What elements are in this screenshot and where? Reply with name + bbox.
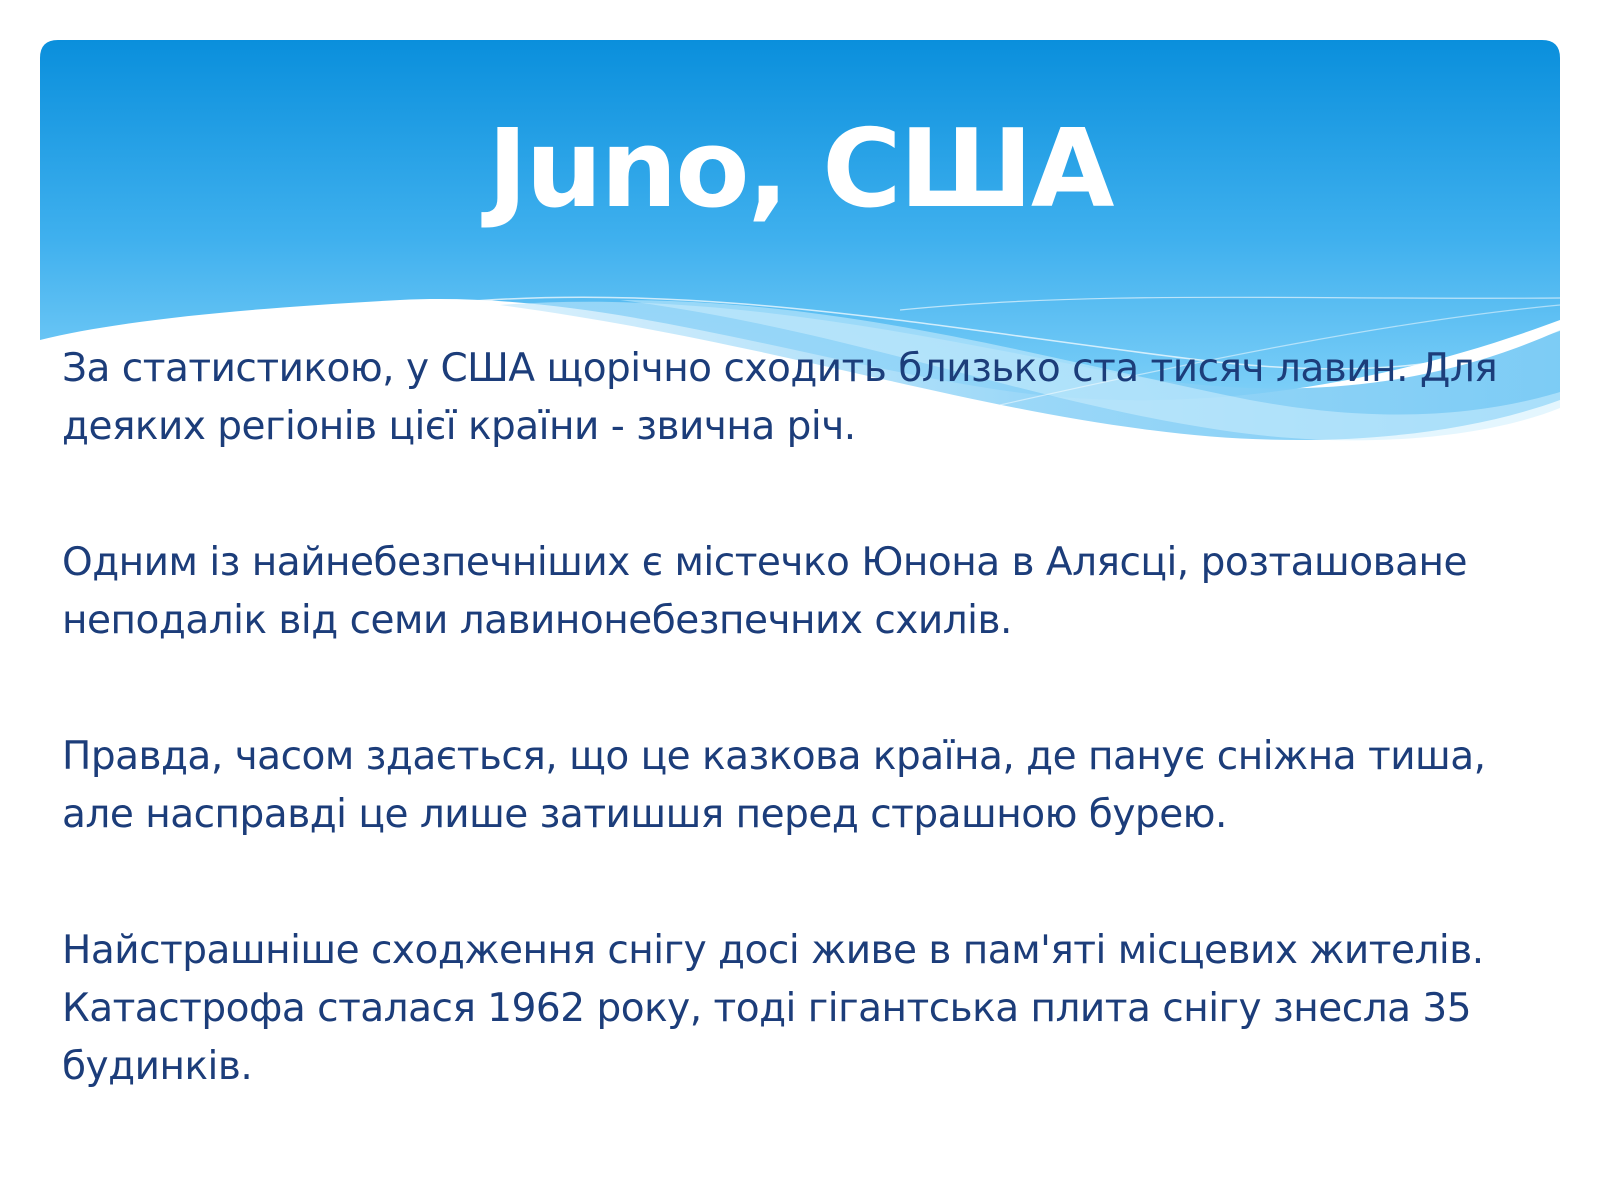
slide-body (62, 340, 1552, 1096)
slide-title: Juno, США (487, 107, 1113, 232)
paragraph-1962-catastrophe: Найстрашніше сходження снігу досі живе в пам'яті місцевих жителів. Катастрофа сталася 1962 року, тоді гігантська плита снігу знесла 35 будинків. (62, 928, 1484, 1089)
paragraph-fairytale-silence: Правда, часом здається, що це казкова країна, де панує сніжна тиша, але насправді це лише затишшя перед страшною бурею. (62, 734, 1486, 837)
paragraph-statistics: За статистикою, у США щорічно сходить близько ста тисяч лавин. Для деяких регіонів цієї країни - звична річ. (62, 346, 1498, 449)
paragraph-juno-location: Одним із найнебезпечніших є містечко Юнона в Алясці, розташоване неподалік від семи лавинонебезпечних схилів. (62, 540, 1467, 643)
